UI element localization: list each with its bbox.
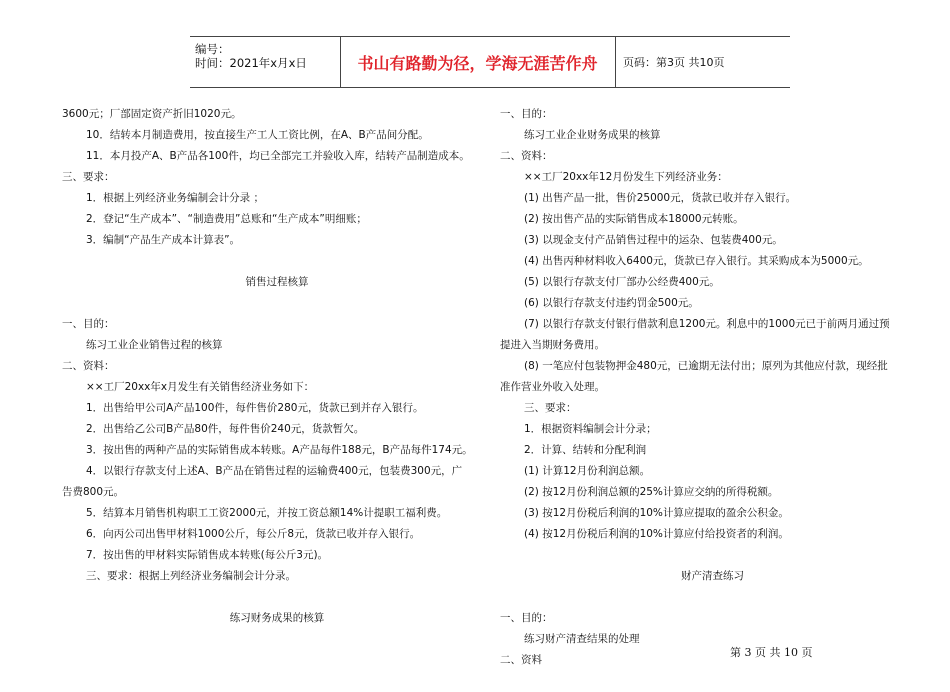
left-column-line xyxy=(62,587,492,608)
motto-text: 书山有路勤为径，学海无涯苦作舟 xyxy=(357,54,598,73)
right-column-line: 练习工业企业财务成果的核算 xyxy=(524,129,661,141)
page-label: 页码：第3页 共10页 xyxy=(623,56,725,69)
left-column-line: 练习财务成果的核算 xyxy=(229,612,325,624)
left-column xyxy=(62,104,492,629)
right-column-line: 三、要求： xyxy=(524,402,577,414)
right-column-line xyxy=(500,587,925,608)
left-column-line: 3．按出售的两种产品的实际销售成本转账。A产品每件188元，B产品每件174元。 xyxy=(86,444,473,456)
right-column-line: (6) 以银行存款支付违约罚金500元。 xyxy=(524,297,699,309)
right-column-line: 二、资料 xyxy=(500,654,542,666)
left-column-line: ××工厂20xx年x月发生有关销售经济业务如下： xyxy=(86,381,315,393)
header-motto-cell xyxy=(340,37,616,87)
right-column-line: (4) 出售丙种材料收入6400元，货款已存入银行。其采购成本为5000元。 xyxy=(524,255,869,267)
left-column-line: 告费800元。 xyxy=(62,486,125,498)
left-column-line: 11．本月投产A、B产品各100件，均已全部完工并验收入库，结转产品制造成本。 xyxy=(86,150,470,162)
document-header xyxy=(190,36,790,88)
left-column-line: 3600元；厂部固定资产折旧1020元。 xyxy=(62,108,242,120)
right-column-line: 准作营业外收入处理。 xyxy=(500,381,605,393)
left-column-line: 1．根据上列经济业务编制会计分录 ； xyxy=(86,192,265,204)
right-column-line: 1．根据资料编制会计分录； xyxy=(524,423,657,435)
left-column-line: 6．向丙公司出售甲材料1000公斤，每公斤8元，货款已收并存入银行。 xyxy=(86,528,421,540)
page-footer: 第 3 页 共 10 页 xyxy=(730,646,813,659)
right-column-line: (5) 以银行存款支付厂部办公经费400元。 xyxy=(524,276,720,288)
right-column-line: 二、资料： xyxy=(500,150,553,162)
right-column-line: 提进入当期财务费用。 xyxy=(500,339,605,351)
left-column-line: 3．编制“产品生产成本计算表”。 xyxy=(86,234,241,246)
left-column-line: 2．登记“生产成本”、“制造费用”总账和“生产成本”明细账； xyxy=(86,213,367,225)
left-column-line xyxy=(62,293,492,314)
right-column-line: (8) 一笔应付包装物押金480元，已逾期无法付出；原列为其他应付款，现经批 xyxy=(524,360,888,372)
left-column-line: 三、要求：根据上列经济业务编制会计分录。 xyxy=(86,570,296,582)
right-column-line: 财产清查练习 xyxy=(681,570,744,582)
left-column-line: 一、目的： xyxy=(62,318,115,330)
right-column-line: 一、目的： xyxy=(500,108,553,120)
left-column-line: 销售过程核算 xyxy=(245,276,309,288)
time-label: 时间：2021年x月x日 xyxy=(195,56,307,70)
right-column-line: 练习财产清查结果的处理 xyxy=(524,633,640,645)
right-column-line xyxy=(500,545,925,566)
right-column-line: (2) 按12月份利润总额的25%计算应交纳的所得税额。 xyxy=(524,486,779,498)
right-column-line: (1) 出售产品一批，售价25000元，货款已收并存入银行。 xyxy=(524,192,797,204)
right-column-line: 一、目的： xyxy=(500,612,553,624)
right-column-line: (4) 按12月份税后利润的10%计算应付给投资者的利润。 xyxy=(524,528,789,540)
left-column-line: 5．结算本月销售机构职工工资2000元，并按工资总额14%计提职工福利费。 xyxy=(86,507,448,519)
right-column-line: (3) 以现金支付产品销售过程中的运杂、包装费400元。 xyxy=(524,234,783,246)
right-column-line: (1) 计算12月份利润总额。 xyxy=(524,465,651,477)
right-column xyxy=(500,104,925,671)
header-page-cell xyxy=(615,37,790,87)
left-column-line: 10．结转本月制造费用，按直接生产工人工资比例，在A、B产品间分配。 xyxy=(86,129,429,141)
right-column-line: (2) 按出售产品的实际销售成本18000元转账。 xyxy=(524,213,744,225)
right-column-line: 2．计算、结转和分配利润 xyxy=(524,444,647,456)
left-column-line: 二、资料： xyxy=(62,360,115,372)
header-meta-cell xyxy=(190,37,341,87)
right-column-line: (7) 以银行存款支付银行借款利息1200元。利息中的1000元已于前两月通过预 xyxy=(524,318,890,330)
right-column-line: (3) 按12月份税后利润的10%计算应提取的盈余公积金。 xyxy=(524,507,789,519)
left-column-line: 1．出售给甲公司A产品100件，每件售价280元，货款已到并存入银行。 xyxy=(86,402,424,414)
right-column-line: ××工厂20xx年12月份发生下列经济业务： xyxy=(524,171,728,183)
left-column-line xyxy=(62,251,492,272)
left-column-line: 7．按出售的甲材料实际销售成本转账(每公斤3元)。 xyxy=(86,549,329,561)
left-column-line: 4．以银行存款支付上述A、B产品在销售过程的运输费400元，包装费300元，广 xyxy=(86,465,463,477)
number-label: 编号： xyxy=(195,42,230,56)
left-column-line: 三、要求： xyxy=(62,171,115,183)
left-column-line: 练习工业企业销售过程的核算 xyxy=(86,339,223,351)
left-column-line: 2．出售给乙公司B产品80件，每件售价240元，货款暂欠。 xyxy=(86,423,365,435)
